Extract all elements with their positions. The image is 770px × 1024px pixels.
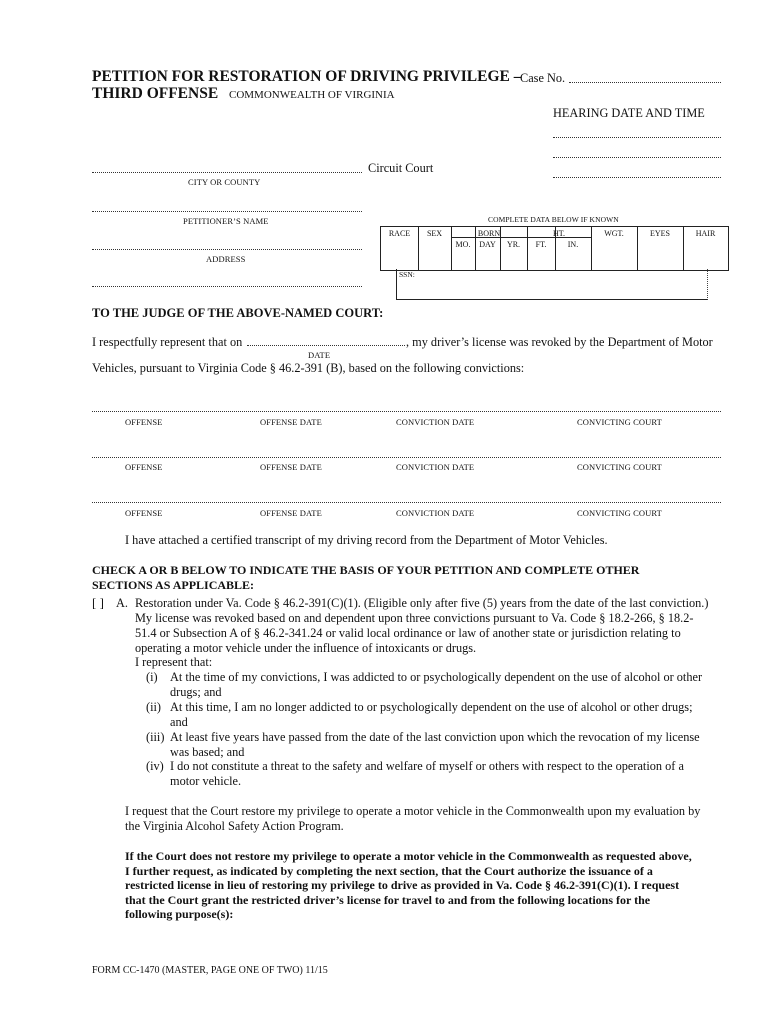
address-field-2[interactable] xyxy=(92,286,362,287)
hearing-line-2[interactable] xyxy=(553,157,721,158)
item-i-line1: At the time of my convictions, I was addicted to or psychologically dependent on the use of alcohol or other xyxy=(170,670,703,684)
item-iv-line2: motor vehicle. xyxy=(170,774,242,788)
form-footer: FORM CC-1470 (MASTER, PAGE ONE OF TWO) 11/15 xyxy=(92,965,328,976)
item-iv-num: (iv) xyxy=(146,759,164,773)
restricted-request-line4: that the Court grant the restricted driver’s license for travel to and from the following locations for the xyxy=(125,893,651,907)
convicting-court-label-1: CONVICTING COURT xyxy=(577,417,662,427)
section-a-line2: My license was revoked based on and dependent upon three convictions pursuant to Va. Code § 18.2-266, § 18.2- xyxy=(135,611,694,625)
ssn-box[interactable] xyxy=(396,269,708,300)
transcript-statement: I have attached a certified transcript of my driving record from the Department of Motor Vehicles. xyxy=(125,533,608,547)
item-ii-num: (ii) xyxy=(146,700,162,714)
section-a-line5: I represent that: xyxy=(135,655,213,669)
convicting-court-label-3: CONVICTING COURT xyxy=(577,508,662,518)
check-heading-2: SECTIONS AS APPLICABLE: xyxy=(92,578,255,592)
city-county-label: CITY OR COUNTY xyxy=(188,177,261,187)
petitioner-name-field[interactable] xyxy=(92,211,362,212)
section-a-line4: operating a motor vehicle under the influence of intoxicants or drugs. xyxy=(135,641,477,655)
address-field-1[interactable] xyxy=(92,249,362,250)
conviction-line-3[interactable] xyxy=(92,502,721,503)
restricted-request-line3: restricted license in lieu of restoring my privilege to drive as provided in Va. Code § 46.2-391(C)(1). I request xyxy=(125,878,680,892)
form-title-line1: PETITION FOR RESTORATION OF DRIVING PRIVILEGE – xyxy=(92,68,522,85)
section-a-checkbox[interactable]: [ ] xyxy=(92,595,104,610)
ht-label: HT. xyxy=(552,229,566,238)
item-ii-line2: and xyxy=(170,715,188,729)
restricted-request-line5: following purpose(s): xyxy=(125,907,234,921)
request-line1: I request that the Court restore my privilege to operate a motor vehicle in the Commonwealth upon my evaluation by xyxy=(125,804,701,818)
mo-label: MO. xyxy=(455,240,471,249)
intro-line1-a: I respectfully represent that on xyxy=(92,335,243,349)
hearing-date-label: HEARING DATE AND TIME xyxy=(553,106,705,120)
form-title-line2: THIRD OFFENSE xyxy=(92,85,219,102)
yr-label: YR. xyxy=(506,240,521,249)
item-iii-num: (iii) xyxy=(146,730,165,744)
conviction-date-label-2: CONVICTION DATE xyxy=(396,462,475,472)
restricted-request-line1: If the Court does not restore my privilege to operate a motor vehicle in the Commonwealth as requested above, xyxy=(125,849,692,863)
race-label: RACE xyxy=(388,229,411,238)
circuit-court-label: Circuit Court xyxy=(368,161,434,175)
conviction-line-2[interactable] xyxy=(92,457,721,458)
city-county-field[interactable] xyxy=(92,172,362,173)
hair-label: HAIR xyxy=(695,229,716,238)
hearing-line-3[interactable] xyxy=(553,177,721,178)
judge-heading: TO THE JUDGE OF THE ABOVE-NAMED COURT: xyxy=(92,306,384,320)
conviction-date-label-3: CONVICTION DATE xyxy=(396,508,475,518)
offense-date-label-1: OFFENSE DATE xyxy=(260,417,322,427)
wgt-label: WGT. xyxy=(604,229,624,238)
convicting-court-label-2: CONVICTING COURT xyxy=(577,462,662,472)
day-label: DAY xyxy=(479,240,496,249)
in-label: IN. xyxy=(567,240,579,249)
data-box-title: COMPLETE DATA BELOW IF KNOWN xyxy=(488,215,619,224)
physical-data-box xyxy=(380,226,729,271)
conviction-date-label-1: CONVICTION DATE xyxy=(396,417,475,427)
intro-line1-b: , my driver’s license was revoked by the Department of Motor xyxy=(406,335,713,349)
request-line2: the Virginia Alcohol Safety Action Program. xyxy=(125,819,344,833)
conviction-line-1[interactable] xyxy=(92,411,721,412)
date-label: DATE xyxy=(308,350,331,360)
offense-label-1: OFFENSE xyxy=(125,417,163,427)
offense-date-label-2: OFFENSE DATE xyxy=(260,462,322,472)
born-label: BORN xyxy=(477,229,501,238)
section-a-line3: 51.4 or Subsection A of § 46.2-341.24 or valid local ordinance or law of another state or jurisdiction relating to xyxy=(135,626,681,640)
case-no-label: Case No. xyxy=(520,71,566,85)
item-iii-line2: was based; and xyxy=(170,745,245,759)
ft-label: FT. xyxy=(535,240,547,249)
item-iii-line1: At least five years have passed from the date of the last conviction upon which the revocation of my license xyxy=(170,730,700,744)
item-i-line2: drugs; and xyxy=(170,685,222,699)
section-a-letter: A. xyxy=(116,596,128,610)
address-label: ADDRESS xyxy=(206,254,246,264)
commonwealth-label: COMMONWEALTH OF VIRGINIA xyxy=(229,89,395,101)
offense-label-2: OFFENSE xyxy=(125,462,163,472)
offense-date-label-3: OFFENSE DATE xyxy=(260,508,322,518)
item-ii-line1: At this time, I am no longer addicted to or psychologically dependent on the use of alcohol or other drugs; xyxy=(170,700,693,714)
hearing-line-1[interactable] xyxy=(553,137,721,138)
revocation-date-field[interactable] xyxy=(247,345,405,346)
offense-label-3: OFFENSE xyxy=(125,508,163,518)
check-heading-1: CHECK A OR B BELOW TO INDICATE THE BASIS OF YOUR PETITION AND COMPLETE OTHER xyxy=(92,563,640,577)
petitioner-name-label: PETITIONER’S NAME xyxy=(183,216,269,226)
eyes-label: EYES xyxy=(650,229,670,238)
item-i-num: (i) xyxy=(146,670,158,684)
sex-label: SEX xyxy=(426,229,443,238)
case-no-field[interactable] xyxy=(569,82,721,83)
intro-line2: Vehicles, pursuant to Virginia Code § 46.2-391 (B), based on the following convictions: xyxy=(92,361,525,375)
section-a-line1: Restoration under Va. Code § 46.2-391(C)(1). (Eligible only after five (5) years from the date of the last conviction.) xyxy=(135,596,709,610)
restricted-request-line2: I further request, as indicated by completing the next section, that the Court authorize the issuance of a xyxy=(125,864,653,878)
item-iv-line1: I do not constitute a threat to the safety and welfare of myself or others with respect to the operation of a xyxy=(170,759,684,773)
ssn-label: SSN: xyxy=(399,270,415,279)
